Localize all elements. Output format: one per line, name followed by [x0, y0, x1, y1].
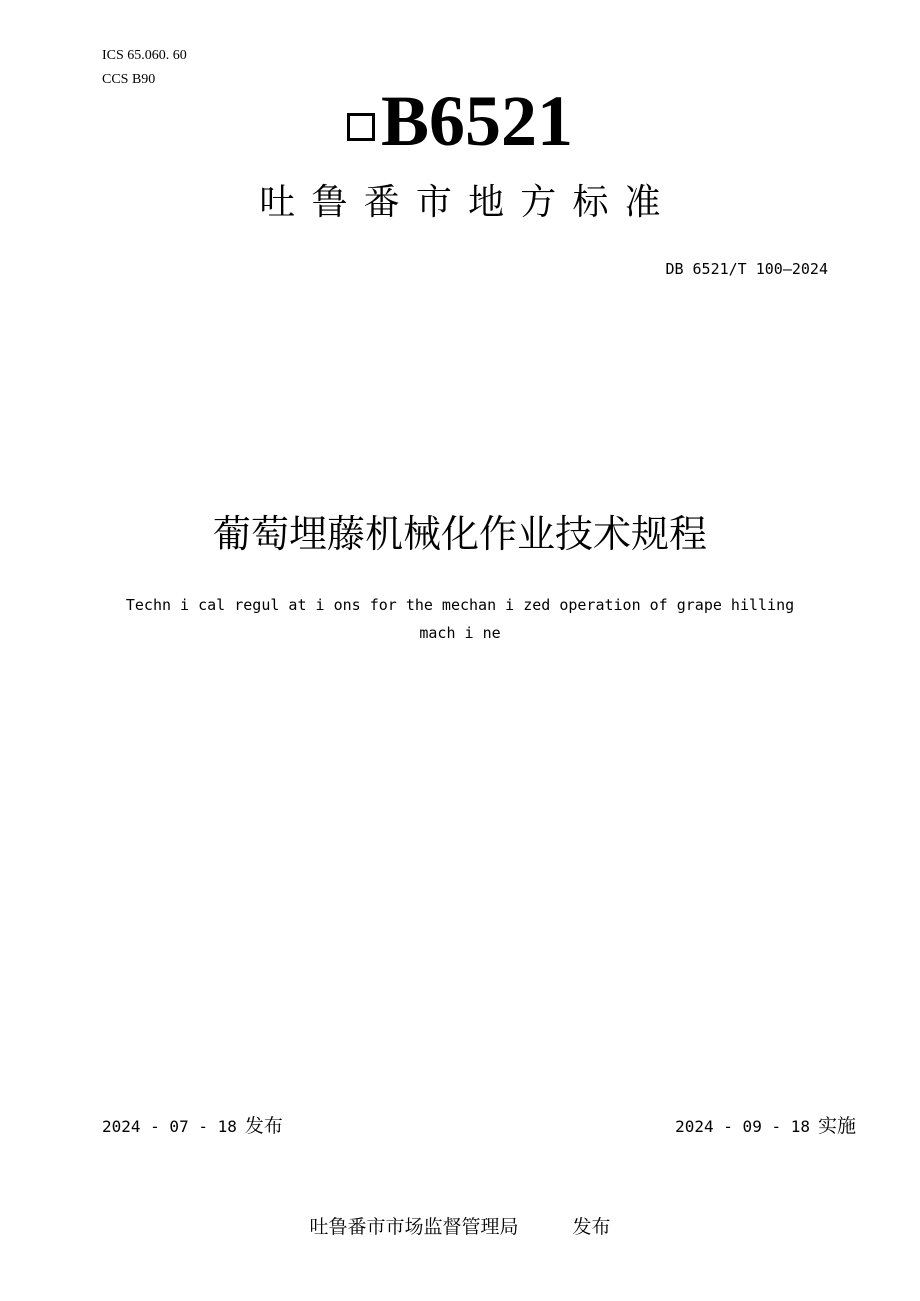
publisher-name: 吐鲁番市市场监督管理局: [309, 1216, 519, 1238]
document-title-english-line-2: mach i ne: [419, 624, 501, 642]
implementation-label: 实施: [817, 1115, 856, 1137]
standard-mark-code: B6521: [380, 81, 574, 161]
issue-date: 2024 - 07 - 18: [102, 1117, 237, 1136]
ccs-code: CCS B90: [102, 72, 156, 87]
document-title-english-line-1: Techn i cal regul at i ons for the mechan i zed operation of grape hilling: [125, 596, 795, 614]
issue-label: 发布: [244, 1115, 283, 1137]
standard-type-heading: 吐鲁番市地方标准: [259, 182, 677, 223]
issue-date-line: [102, 1114, 283, 1139]
box-icon: [347, 113, 375, 141]
document-title-chinese: 葡萄埋藤机械化作业技术规程: [212, 512, 707, 556]
publisher-line: [0, 1213, 920, 1241]
implementation-date-line: [675, 1114, 856, 1139]
ics-code: ICS 65.060. 60: [102, 48, 187, 63]
standard-number: DB 6521/T 100—2024: [665, 260, 828, 278]
implementation-date: 2024 - 09 - 18: [675, 1117, 810, 1136]
publisher-label: 发布: [572, 1216, 611, 1238]
standard-mark: [0, 80, 920, 162]
